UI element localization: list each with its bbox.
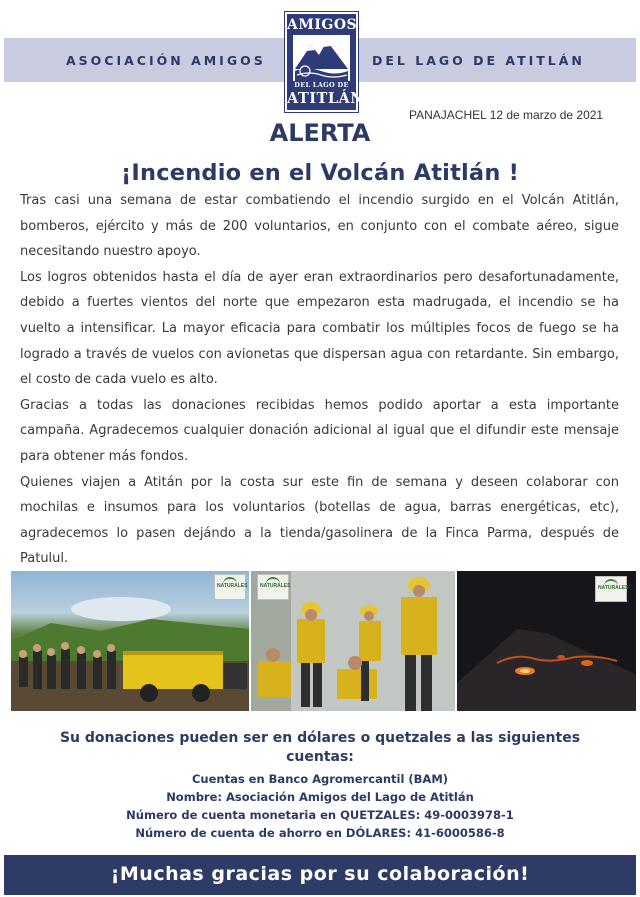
paragraph: Gracias a todas las donaciones recibidas hemos podido aportar a esta importante campaña. Agradecemos cualquier donación adicional al igual que el difundir este mensaje para obtener más fondos. xyxy=(20,397,619,464)
donations-heading-line1: Su donaciones pueden ser en dólares o quetzales a las siguientes xyxy=(59,730,581,746)
header-right-text: DEL LAGO DE ATITLÁN xyxy=(372,53,585,68)
footer-band xyxy=(4,855,636,895)
photo-firefighters xyxy=(251,571,455,711)
thank-you-text: ¡Muchas gracias por su colaboración! xyxy=(110,863,530,885)
photo-volunteers-cart xyxy=(11,571,249,711)
logo-text-atitlan: ATITLÁN xyxy=(287,90,365,107)
badge-text: NATURALES xyxy=(598,585,629,591)
body-text xyxy=(20,188,619,572)
parks-badge xyxy=(214,574,246,600)
paragraph: Quienes viajen a Atitán por la costa sur este fin de semana y deseen colaborar con mochilas e insumos para los voluntarios (botellas de agua, barras energéticas, etc), agradecemos lo pasen dejándo a la tienda/gasolinera de la Finca Parma, después de Patulul. xyxy=(20,474,619,567)
parks-badge xyxy=(595,576,627,602)
donations-heading-line2: cuentas: xyxy=(286,749,354,765)
logo-text-amigos: AMIGOS xyxy=(287,17,358,33)
badge-text: NATURALES xyxy=(217,583,248,589)
bank-name: Cuentas en Banco Agromercantil (BAM) xyxy=(191,772,449,786)
account-dollars: Número de cuenta de ahorro en DÓLARES: 41-6000586-8 xyxy=(135,826,505,840)
logo-text-del-lago: DEL LAGO DE xyxy=(294,81,349,89)
headline: ¡Incendio en el Volcán Atitlán ! xyxy=(120,160,520,186)
parks-badge xyxy=(257,574,289,600)
badge-text: NATURALES xyxy=(260,583,291,589)
association-logo xyxy=(285,12,365,112)
volcano-lake-logo-icon xyxy=(293,35,350,81)
flyer-page xyxy=(4,2,636,895)
photo-volcano-fire xyxy=(457,571,636,711)
paragraph: Tras casi una semana de estar combatiendo el incendio surgido en el Volcán Atitlán, bomberos, ejército y más de 200 voluntarios, en conjunto con el combate aéreo, sigue necesitando nuestro apoyo. xyxy=(20,193,619,260)
account-holder: Nombre: Asociación Amigos del Lago de Atitlán xyxy=(166,790,474,804)
account-quetzales: Número de cuenta monetaria en QUETZALES: 49-0003978-1 xyxy=(126,808,514,822)
header-left-text: ASOCIACIÓN AMIGOS xyxy=(66,53,266,68)
paragraph: Los logros obtenidos hasta el día de ayer eran extraordinarios pero desafortunadamente, debido a fuertes vientos del norte que empezaron esta madrugada, el incendio se ha vuelto a intensificar. La mayor eficacia para combatir los múltiples focos de fuego se ha logrado a través de vuelos con avionetas que dispersan agua con retardante. Sin embargo, el costo de cada vuelo es alto. xyxy=(20,269,619,388)
date-line: PANAJACHEL 12 de marzo de 2021 xyxy=(409,108,604,122)
alert-title: ALERTA xyxy=(269,119,371,147)
